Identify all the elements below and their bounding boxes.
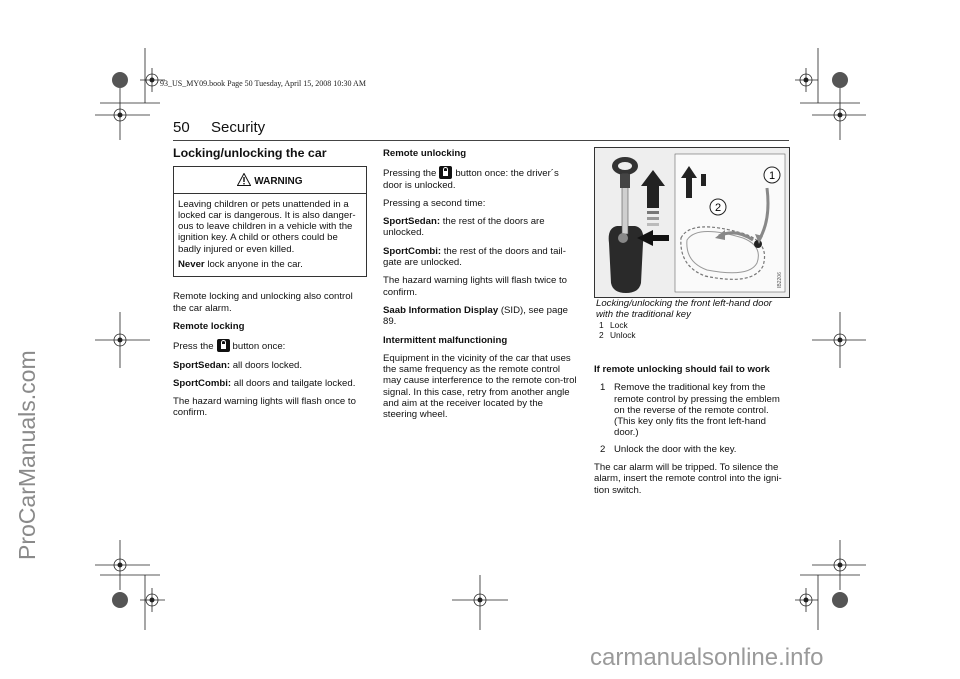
intro-text: Remote locking and unlocking also control the car alarm. — [173, 291, 353, 314]
figure-caption: Locking/unlocking the front left-hand door with the traditional key — [596, 298, 772, 320]
warning-text: Leaving children or pets unattended in a locked car is dangerous. It is also danger-ous to leave children in a vehicle with the ignition key. A child or others could be badly injured or even killed. — [178, 198, 356, 255]
illustration-svg — [595, 148, 789, 297]
warning-never: Never lock anyone in the car. — [178, 259, 303, 271]
intermittent-heading: Intermittent malfunctioning — [383, 334, 508, 346]
page-number: 50 — [173, 119, 190, 136]
intermittent-text: Equipment in the vicinity of the car that uses the same frequency as the remote control may cause interference to the remote con-trol signal. In this case, retry from another angle and aim at the receiver located by the steering wheel. — [383, 352, 577, 421]
warning-header — [174, 167, 366, 193]
legend-item: 2 Unlock — [599, 329, 636, 340]
header-rule — [173, 140, 789, 141]
list-item: 1 Remove the traditional key from the remote control by pressing the emblem on the reverse of the remote control. (This key only fits the front left-hand door.) — [600, 382, 780, 439]
figure-code: IB2206 — [777, 272, 783, 288]
remote-locking-press: Press the button once: — [173, 341, 286, 353]
warning-icon — [237, 173, 251, 186]
sportcombi-unlocking: SportCombi: the rest of the doors and tail-gate are unlocked. — [383, 245, 566, 269]
column-2 — [383, 148, 578, 428]
second-press-text: Pressing a second time: — [383, 197, 486, 209]
unlock-button-icon — [439, 166, 452, 179]
sid-reference: Saab Information Display (SID), see page 89. — [383, 304, 569, 328]
list-item: 2 Unlock the door with the key. — [600, 443, 737, 455]
lock-button-icon — [217, 339, 230, 352]
sportcombi-locking: SportCombi: all doors and tailgate locked. — [173, 377, 356, 389]
book-info-line: 93_US_MY09.book Page 50 Tuesday, April 15, 2008 10:30 AM — [160, 79, 366, 88]
page-header — [173, 119, 265, 136]
warning-label: WARNING — [254, 176, 303, 188]
remote-unlocking-heading: Remote unlocking — [383, 148, 467, 159]
column-3 — [594, 364, 790, 503]
legend-item: 1 Lock — [599, 320, 628, 330]
unlocking-hazard-text: The hazard warning lights will flash twice to confirm. — [383, 275, 567, 298]
callout-1: 1 — [768, 170, 776, 182]
sportsedan-locking: SportSedan: all doors locked. — [173, 359, 303, 371]
sportsedan-unlocking: SportSedan: the rest of the doors are unlocked. — [383, 216, 545, 239]
figure-legend — [599, 321, 636, 340]
bottom-watermark: carmanualsonline.info — [590, 644, 824, 671]
side-watermark: ProCarManuals.com — [14, 350, 40, 560]
warning-body — [174, 194, 366, 277]
remote-locking-heading: Remote locking — [173, 320, 245, 332]
column-1 — [173, 148, 367, 426]
alarm-text: The car alarm will be tripped. To silence the alarm, insert the remote control into the igni-tion switch. — [594, 462, 782, 496]
warning-box — [173, 166, 367, 277]
callout-2: 2 — [714, 202, 722, 214]
steps-list — [594, 382, 790, 455]
section-title: Security — [211, 119, 266, 136]
section-heading: Locking/unlocking the car — [173, 146, 327, 160]
key-door-illustration — [594, 147, 790, 298]
locking-hazard-text: The hazard warning lights will flash once to confirm. — [173, 396, 356, 419]
fail-heading: If remote unlocking should fail to work — [594, 364, 770, 375]
remote-unlocking-press: Pressing the button once: the driver´s door is unlocked. — [383, 168, 559, 191]
